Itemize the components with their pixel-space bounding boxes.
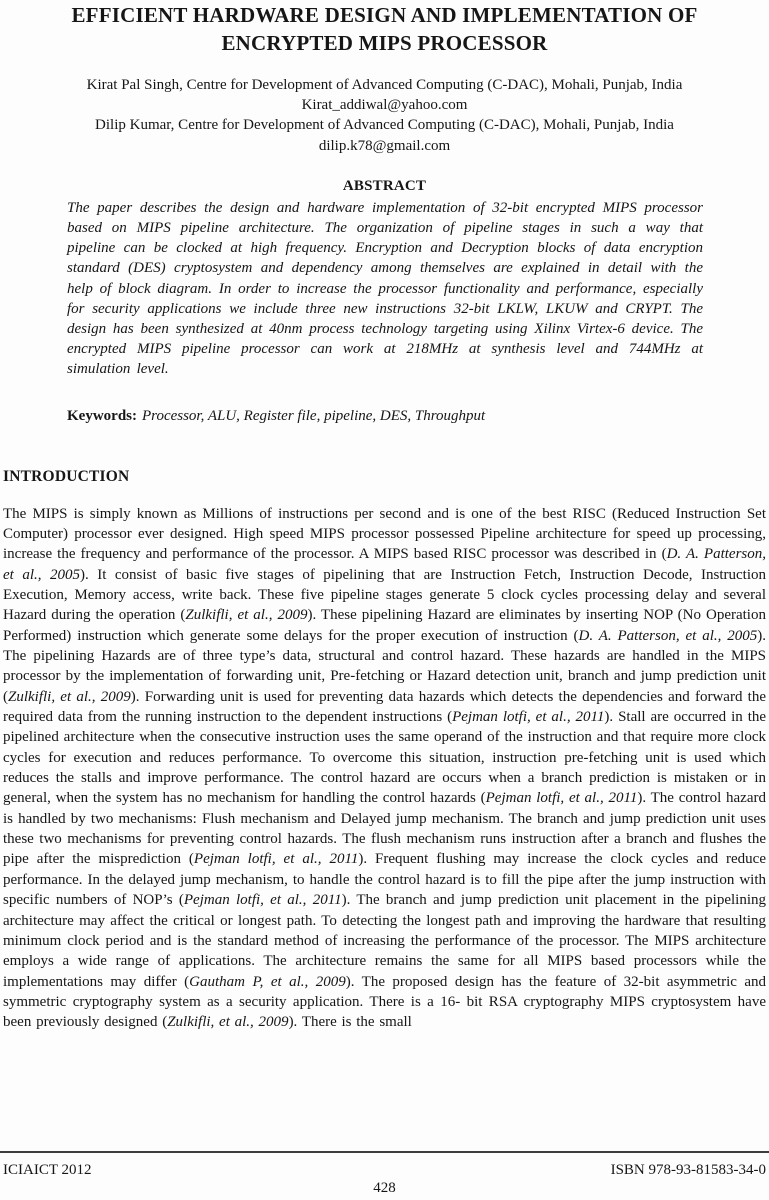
author-line: Dilip Kumar, Centre for Development of Advanced Computing (C-DAC), Mohali, Punjab, India: [95, 117, 674, 134]
introduction-paragraph: The MIPS is simply known as Millions of instructions per second and is one of the best RISC (Reduced Instruction Set Computer) processor ever designed. High speed MIPS processor possessed Pipeline architecture for speed up processing, increase the frequency and performance of the processor. A MIPS based RISC processor was described in (D. A. Patterson, et al., 2005). It consist of basic five stages of pipelining that are Instruction Fetch, Instruction Decode, Instruction Execution, Memory access, write back. These five pipeline stages generate 5 clock cycles processing delay and several Hazard during the operation (Zulkifli, et al., 2009). These pipelining Hazard are eliminates by inserting NOP (No Operation Performed) instruction which generate some delays for the proper execution of instruction (D. A. Patterson, et al., 2005). The pipelining Hazards are of three type’s data, structural and control hazard. These hazards are handled in the MIPS processor by the implementation of forwarding unit, Pre-fetching or Hazard detection unit, branch and jump prediction unit (Zulkifli, et al., 2009). Forwarding unit is used for preventing data hazards which detects the dependencies and forward the required data from the running instruction to the dependent instructions (Pejman lotfi, et al., 2011). Stall are occurred in the pipelined architecture when the consecutive instruction uses the same operand of the instruction and that require more clock cycles for execution and reduces performance. To overcome this situation, instruction pre-fetching unit is used which reduces the stalls and improve performance. The control hazard are occurs when a branch prediction is mistaken or in general, when the system has no mechanism for handling the control hazards (Pejman lotfi, et al., 2011). The control hazard is handled by two mechanisms: Flush mechanism and Delayed jump mechanism. The branch and jump prediction unit uses these two mechanisms for preventing control hazards. The flush mechanism runs instruction after a branch and flushes the pipe after the misprediction (Pejman lotfi, et al., 2011). Frequent flushing may increase the clock cycles and reduce performance. In the delayed jump mechanism, to handle the control hazard is to fill the pipe after the jump instruction with specific numbers of NOP’s (Pejman lotfi, et al., 2011). The branch and jump prediction unit placement in the pipelining architecture may affect the critical or longest path. To detecting the longest path and improving the hardware that resulting minimum clock period and is the standard method of increasing the performance of the processor. The MIPS architecture employs a wide range of applications. The architecture remains the same for all MIPS based processors while the implementations may differ (Gautham P, et al., 2009). The proposed design has the feature of 32-bit asymmetric and symmetric cryptography system as a security application. There is a 16- bit RSA cryptography MIPS cryptosystem have been previously designed (Zulkifli, et al., 2009). There is the small: [3, 505, 767, 1031]
abstract-heading: ABSTRACT: [342, 177, 427, 194]
keywords-label: Keywords:: [67, 407, 137, 424]
section-heading-introduction: INTRODUCTION: [3, 467, 130, 485]
footer-conference: ICIAICT 2012: [3, 1162, 92, 1178]
paper-title-line-1: EFFICIENT HARDWARE DESIGN AND IMPLEMENTATION OF: [71, 3, 698, 27]
author-email: dilip.k78@gmail.com: [318, 137, 451, 154]
paper-title-line-2: ENCRYPTED MIPS PROCESSOR: [221, 31, 548, 55]
keywords-line: [67, 406, 703, 426]
paper-title: [0, 0, 769, 57]
footer-isbn: ISBN 978-93-81583-34-0: [610, 1162, 766, 1178]
author-line: Kirat Pal Singh, Centre for Development of Advanced Computing (C-DAC), Mohali, Punjab, India: [86, 77, 683, 93]
footer-divider: [0, 1151, 769, 1153]
page-number: 428: [373, 1180, 396, 1196]
author-block: [0, 75, 769, 156]
author-email: Kirat_addiwal@yahoo.com: [301, 97, 468, 114]
keywords-value: Processor, ALU, Register file, pipeline, DES, Throughput: [142, 407, 486, 424]
footer: [3, 1161, 766, 1179]
abstract-text: The paper describes the design and hardware implementation of 32-bit encrypted MIPS processor based on MIPS pipeline architecture. The organization of pipeline stages in such a way that pipeline can be clocked at high frequency. Encryption and Decryption blocks of data encryption standard (DES) cryptosystem and dependency among themselves are explained in detail with the help of block diagram. In order to increase the processor functionality and performance, especially for security applications we include three new instructions 32-bit LKLW, LKUW and CRYPT. The design has been synthesized at 40nm process technology targeting using Xilinx Virtex-6 device. The encrypted MIPS pipeline processor can work at 218MHz at synthesis level and 744MHz at simulation level.: [67, 199, 703, 378]
